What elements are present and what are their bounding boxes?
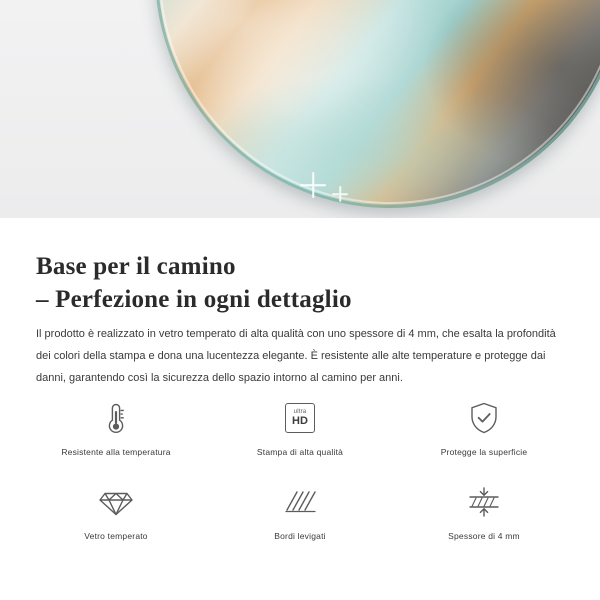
feature-item-polished-edges <box>208 480 392 556</box>
hero-image <box>0 0 600 218</box>
product-description-text: Il prodotto è realizzato in vetro temperato di alta qualità con uno spessore di 4 mm, che esalta la profondità dei colori della stampa e dona una lucentezza elegante. È resistente alle alte temperature e protegge dai danni, garantendo così la sicurezza dello spazio intorno al camino per anni. <box>36 328 556 384</box>
feature-item-surface-protection <box>392 396 576 472</box>
feature-label: Vetro temperato <box>84 531 148 541</box>
feature-item-thickness <box>392 480 576 556</box>
feature-label: Protegge la superficie <box>440 447 528 457</box>
feature-label: Bordi levigati <box>274 531 326 541</box>
thickness-icon <box>465 480 503 524</box>
page-title-line-2: – Perfezione in ogni dettaglio <box>36 285 352 313</box>
polished-edges-icon <box>283 480 317 524</box>
feature-item-tempered-glass <box>24 480 208 556</box>
feature-grid <box>24 396 576 556</box>
feature-label: Stampa di alta qualità <box>256 447 344 457</box>
feature-label: Resistente alla temperatura <box>61 447 171 457</box>
ultra-hd-icon <box>285 396 315 440</box>
thermometer-icon <box>101 396 131 440</box>
shield-check-icon <box>466 396 502 440</box>
feature-item-print-quality <box>208 396 392 472</box>
page-title <box>36 250 566 316</box>
ultra-hd-badge-bottom: HD <box>292 415 308 427</box>
ultra-hd-badge-top: ultra <box>293 409 307 415</box>
feature-label: Spessore di 4 mm <box>448 531 520 541</box>
diamond-icon <box>97 480 135 524</box>
feature-item-temperature-resistant <box>24 396 208 472</box>
page-title-line-1: Base per il camino <box>36 252 236 280</box>
